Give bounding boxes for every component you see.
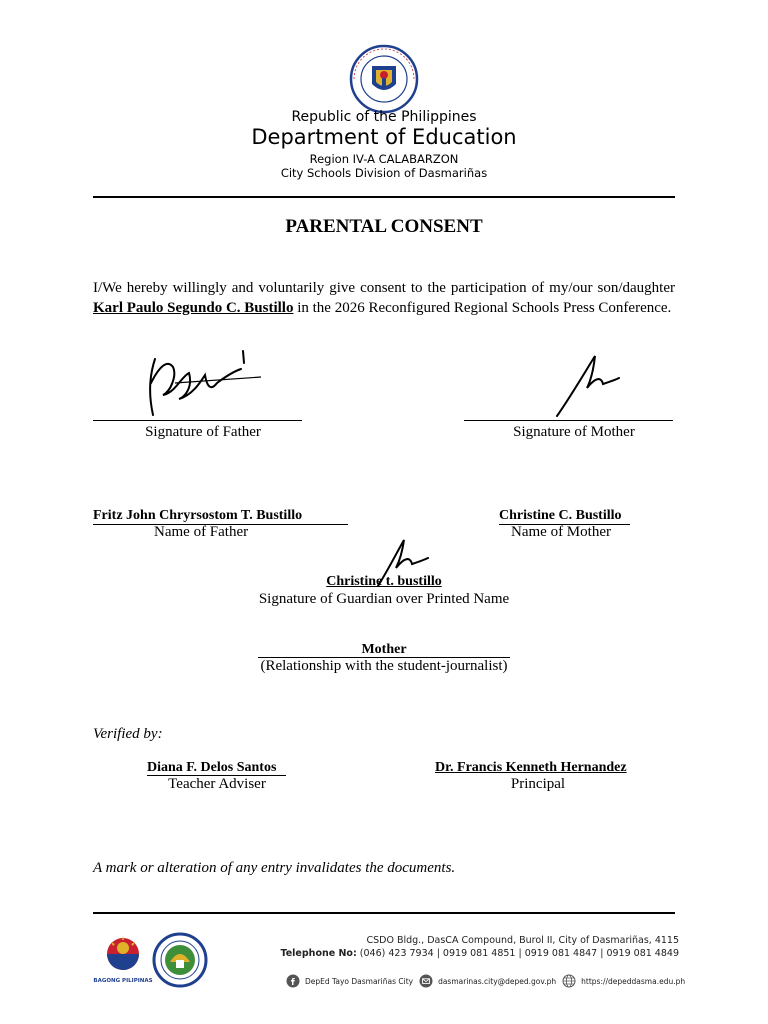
- bagong-pilipinas-text: BAGONG PILIPINAS: [93, 978, 153, 984]
- verified-by-label: Verified by:: [93, 726, 163, 742]
- region-text: Region IV-A CALABARZON: [309, 152, 459, 166]
- telephone-label: Telephone No:: [280, 948, 357, 959]
- father-name: Fritz John Chryrsostom T. Bustillo: [93, 508, 348, 525]
- facebook-page[interactable]: DepEd Tayo Dasmariñas City: [305, 976, 414, 986]
- father-signature-mark: [145, 347, 270, 419]
- department-title: Department of Education: [251, 125, 517, 149]
- principal-name: Dr. Francis Kenneth Hernandez: [435, 760, 627, 775]
- student-name: Karl Paulo Segundo C. Bustillo: [93, 300, 294, 316]
- adviser-name: Diana F. Delos Santos: [147, 760, 286, 776]
- mother-signature-line: [464, 420, 673, 421]
- division-text: City Schools Division of Dasmariñas: [280, 166, 488, 180]
- header-divider: [93, 196, 675, 198]
- mother-name: Christine C. Bustillo: [499, 508, 630, 525]
- guardian-name: [0, 574, 768, 590]
- guardian-name-text: Christine t. bustillo: [326, 574, 442, 589]
- consent-paragraph: [93, 278, 675, 318]
- footer-telephone: [280, 948, 679, 959]
- father-signature-line: [93, 420, 302, 421]
- website-link[interactable]: https://depeddasma.edu.ph: [581, 976, 686, 986]
- email-link[interactable]: dasmarinas.city@deped.gov.ph: [438, 976, 557, 986]
- globe-icon: [562, 974, 576, 988]
- footer-address: CSDO Bldg., DasCA Compound, Burol II, City of Dasmariñas, 4115: [366, 935, 679, 946]
- footer-divider: [93, 912, 675, 914]
- relationship-value: Mother: [258, 642, 510, 658]
- mother-signature-label: Signature of Mother: [513, 424, 635, 440]
- document-title: PARENTAL CONSENT: [285, 216, 483, 237]
- father-signature-label: Signature of Father: [145, 424, 261, 440]
- email-icon: [419, 974, 433, 988]
- bagong-pilipinas-logo-icon: [97, 934, 149, 980]
- republic-text: Republic of the Philippines: [291, 109, 477, 125]
- adviser-title: Teacher Adviser: [168, 776, 266, 792]
- division-seal-icon: [152, 932, 208, 988]
- consent-text-end: in the 2026 Reconfigured Regional Schools Press Conference.: [293, 300, 672, 316]
- footer-contact-row: [286, 974, 685, 988]
- telephone-numbers: (046) 423 7934 | 0919 081 4851 | 0919 081 4847 | 0919 081 4849: [359, 948, 679, 959]
- father-name-label: Name of Father: [154, 524, 249, 540]
- mother-name-label: Name of Mother: [511, 524, 611, 540]
- mother-signature-mark: [553, 350, 625, 420]
- relationship-label: (Relationship with the student-journalist): [260, 658, 508, 674]
- principal-title: Principal: [510, 776, 566, 792]
- alteration-notice: A mark or alteration of any entry invalidates the documents.: [93, 860, 456, 876]
- facebook-icon: [286, 974, 300, 988]
- deped-seal-icon: [346, 44, 422, 114]
- consent-text-start: I/We hereby willingly and voluntarily give consent to the participation of my/our son/daughter: [93, 280, 675, 296]
- guardian-label: Signature of Guardian over Printed Name: [258, 591, 510, 607]
